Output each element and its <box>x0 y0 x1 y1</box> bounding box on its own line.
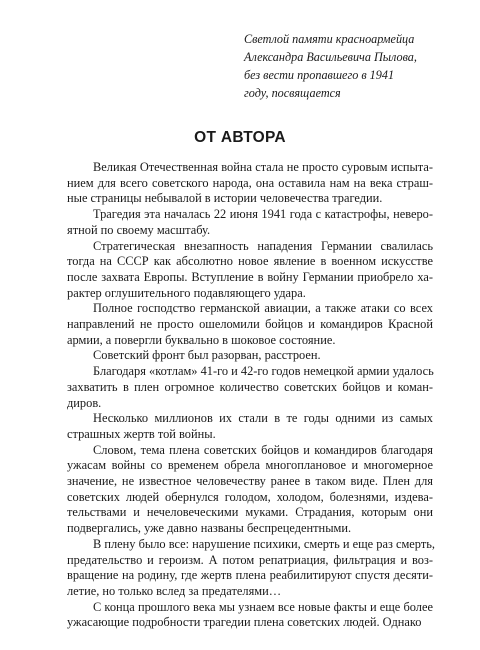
text-line: Благодаря «котлам» 41-го и 42-го годов немецкой армии удалось <box>93 364 434 379</box>
paragraph <box>67 160 433 207</box>
text-line: направлений не просто ошеломили бойцов и командиров Красной <box>67 317 433 332</box>
text-line: диров. <box>67 395 102 410</box>
text-line: страшных жертв той войны. <box>67 426 216 441</box>
text-line: Советский фронт был разорван, расстроен. <box>93 348 321 363</box>
text-line: тельствами и нечеловеческими муками. Страдания, которым они <box>67 505 433 520</box>
text-line: рактер оглушительного подавляющего удара. <box>67 285 306 300</box>
paragraph <box>67 600 433 631</box>
text-line: ные страницы небывалой в истории человечества трагедии. <box>67 191 383 206</box>
text-line: Великая Отечественная война стала не просто суровым испыта- <box>93 160 433 174</box>
text-line: ужасающие подробности трагедии плена советских людей. Однако <box>67 615 422 630</box>
paragraph <box>67 348 433 364</box>
text-line: вращение на родину, где жертв плена реабилитируют спустя десяти- <box>67 568 433 583</box>
dedication <box>244 30 454 102</box>
text-line: С конца прошлого века мы узнаем все новые факты и еще более <box>93 599 433 614</box>
paragraph <box>67 411 433 442</box>
text-line: захватить в плен огромное количество советских бойцов и коман- <box>67 379 433 394</box>
paragraph <box>67 239 433 302</box>
text-line: Стратегическая внезапность нападения Германии свалилась <box>93 238 433 253</box>
text-line: В плену было все: нарушение психики, смерть и еще раз смерть, <box>93 536 435 551</box>
text-line: ятной по своему масштабу. <box>67 222 211 237</box>
text-line: предательство и героизм. А потом репатриация, фильтрация и воз- <box>67 552 433 567</box>
paragraph <box>67 364 433 411</box>
dedication-line: без вести пропавшего в 1941 <box>244 68 395 82</box>
text-line: после захвата Европы. Вступление в войну Германии приобрело ха- <box>67 269 433 284</box>
paragraph <box>67 443 433 537</box>
text-line: советских людей обернулся голодом, холодом, болезнями, издева- <box>67 489 433 504</box>
text-line: Полное господство германской авиации, а также атаки со всех <box>93 301 433 316</box>
text-line: Словом, тема плена советских бойцов и командиров благодаря <box>93 442 433 457</box>
text-line: Трагедия эта началась 22 июня 1941 года с катастрофы, неверо- <box>93 207 433 222</box>
text-line: тогда на СССР как абсолютно новое явление в военном искусстве <box>67 254 433 269</box>
text-line: подвергались, уже давно названы беспрецедентными. <box>67 521 352 536</box>
dedication-line: Светлой памяти красноармейца <box>244 32 415 46</box>
dedication-line: Александра Васильевича Пылова, <box>244 50 417 64</box>
text-line: ужасам войны со временем обрела многоплановое и многомерное <box>67 458 433 473</box>
text-line: значение, не известное человечеству ранее в таком виде. Плен для <box>67 474 433 489</box>
text-line: армии, а повергли буквально в шоковое состояние. <box>67 332 336 347</box>
section-heading: ОТ АВТОРА <box>194 129 286 146</box>
text-line: Несколько миллионов их стали в те годы одними из самых <box>93 411 433 426</box>
body-text <box>67 160 433 631</box>
text-line: летие, но только вслед за предателями… <box>67 583 282 598</box>
dedication-line: году, посвящается <box>244 86 341 100</box>
paragraph <box>67 301 433 348</box>
text-line: нием для всего советского народа, она оставила нам на века страш- <box>67 175 433 190</box>
paragraph <box>67 537 433 600</box>
paragraph <box>67 207 433 238</box>
